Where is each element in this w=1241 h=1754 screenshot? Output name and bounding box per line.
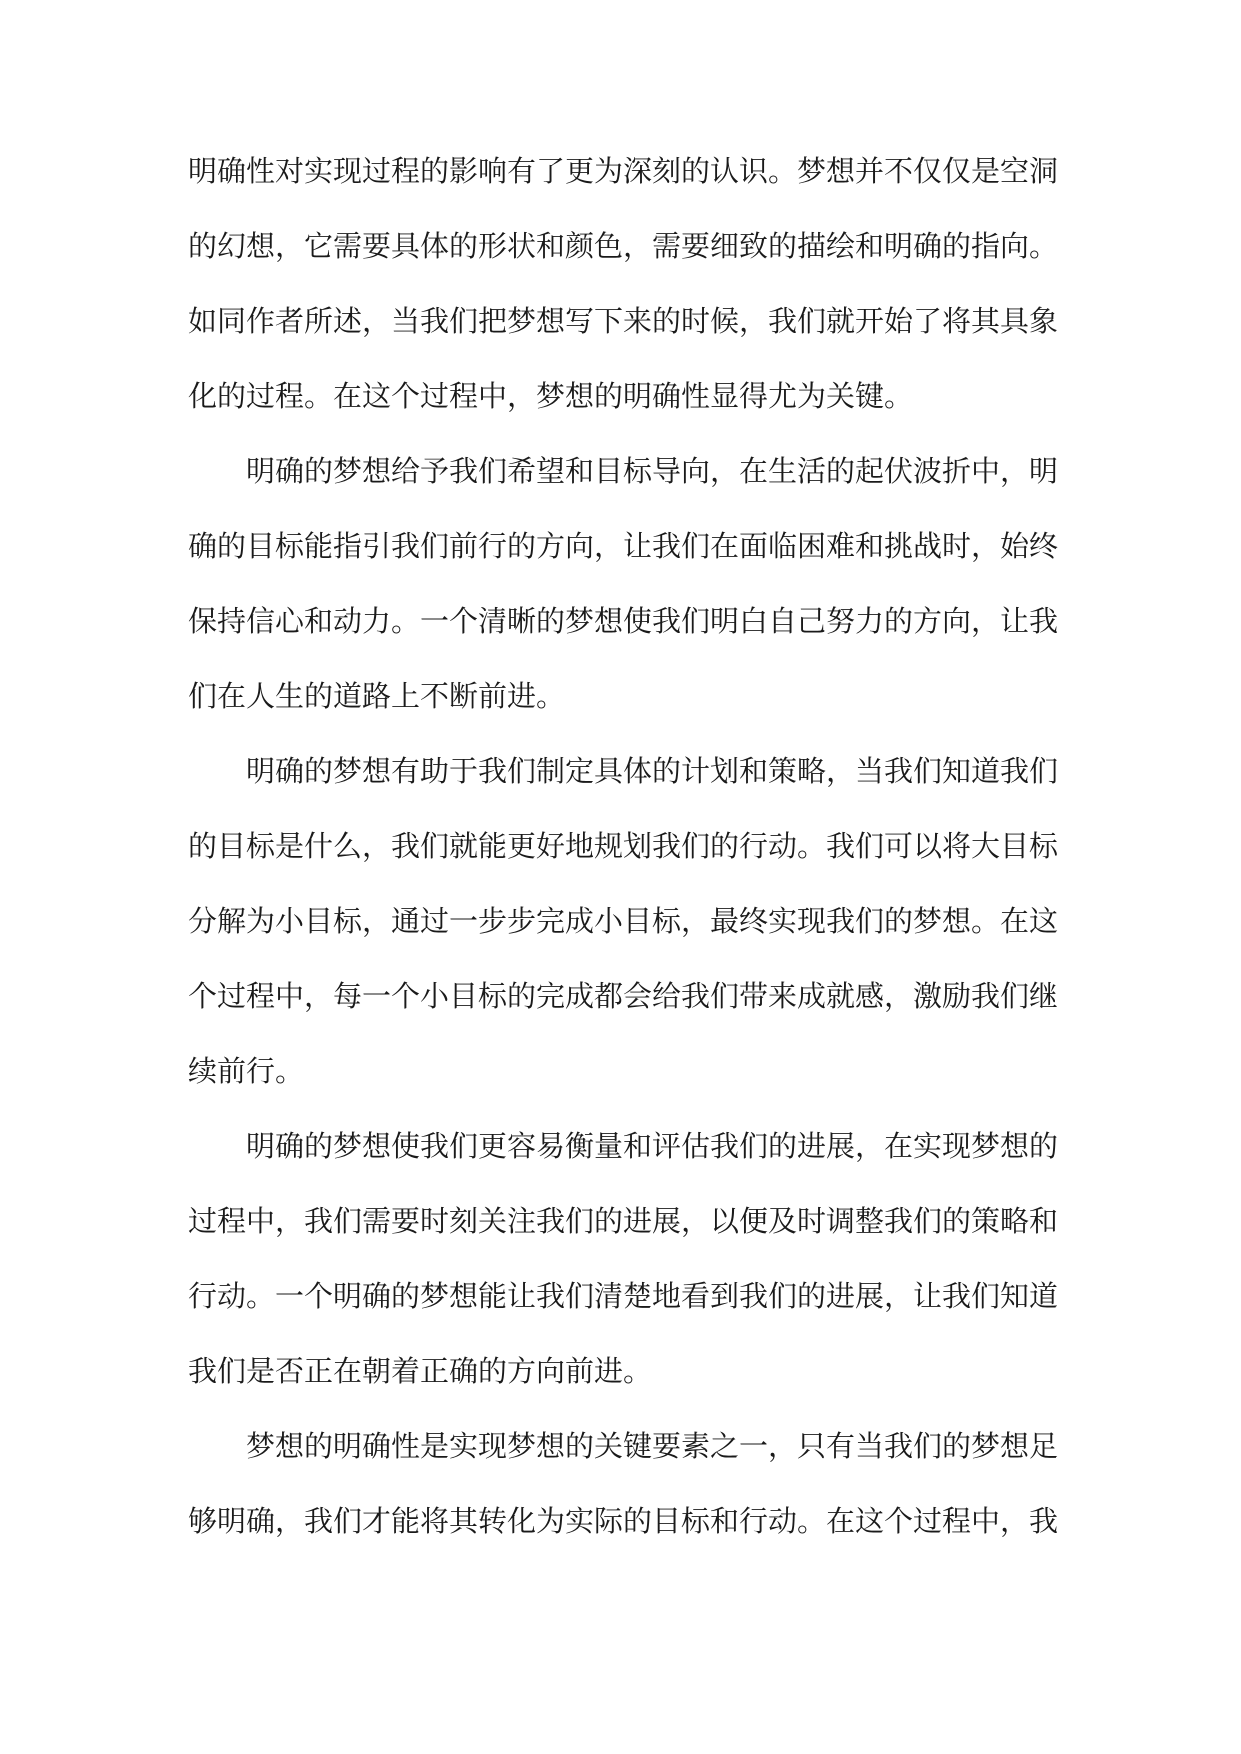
text-line: 够明确，我们才能将其转化为实际的目标和行动。在这个过程中，我	[188, 1504, 1059, 1538]
text-line: 保持信心和动力。一个清晰的梦想使我们明白自己努力的方向，让我	[188, 604, 1059, 638]
text-line: 如同作者所述，当我们把梦想写下来的时候，我们就开始了将其具象	[188, 304, 1059, 338]
text-line: 过程中，我们需要时刻关注我们的进展，以便及时调整我们的策略和	[188, 1204, 1059, 1238]
text-line: 确的目标能指引我们前行的方向，让我们在面临困难和挑战时，始终	[188, 529, 1059, 563]
text-line: 们在人生的道路上不断前进。	[188, 679, 566, 713]
text-line: 的目标是什么，我们就能更好地规划我们的行动。我们可以将大目标	[188, 829, 1059, 863]
text-line: 明确的梦想使我们更容易衡量和评估我们的进展，在实现梦想的	[188, 1129, 1059, 1163]
text-line: 明确性对实现过程的影响有了更为深刻的认识。梦想并不仅仅是空洞	[188, 154, 1059, 188]
text-line: 明确的梦想给予我们希望和目标导向，在生活的起伏波折中，明	[188, 454, 1059, 488]
text-line: 个过程中，每一个小目标的完成都会给我们带来成就感，激励我们继	[188, 979, 1059, 1013]
text-line: 明确的梦想有助于我们制定具体的计划和策略，当我们知道我们	[188, 754, 1059, 788]
text-line: 的幻想，它需要具体的形状和颜色，需要细致的描绘和明确的指向。	[188, 229, 1059, 263]
body-text	[188, 134, 1058, 1559]
text-line: 我们是否正在朝着正确的方向前进。	[188, 1354, 653, 1388]
text-line: 行动。一个明确的梦想能让我们清楚地看到我们的进展，让我们知道	[188, 1279, 1059, 1313]
text-line: 分解为小目标，通过一步步完成小目标，最终实现我们的梦想。在这	[188, 904, 1059, 938]
text-line: 化的过程。在这个过程中，梦想的明确性显得尤为关键。	[188, 379, 914, 413]
text-line: 续前行。	[188, 1054, 305, 1088]
text-line: 梦想的明确性是实现梦想的关键要素之一，只有当我们的梦想足	[188, 1429, 1059, 1463]
